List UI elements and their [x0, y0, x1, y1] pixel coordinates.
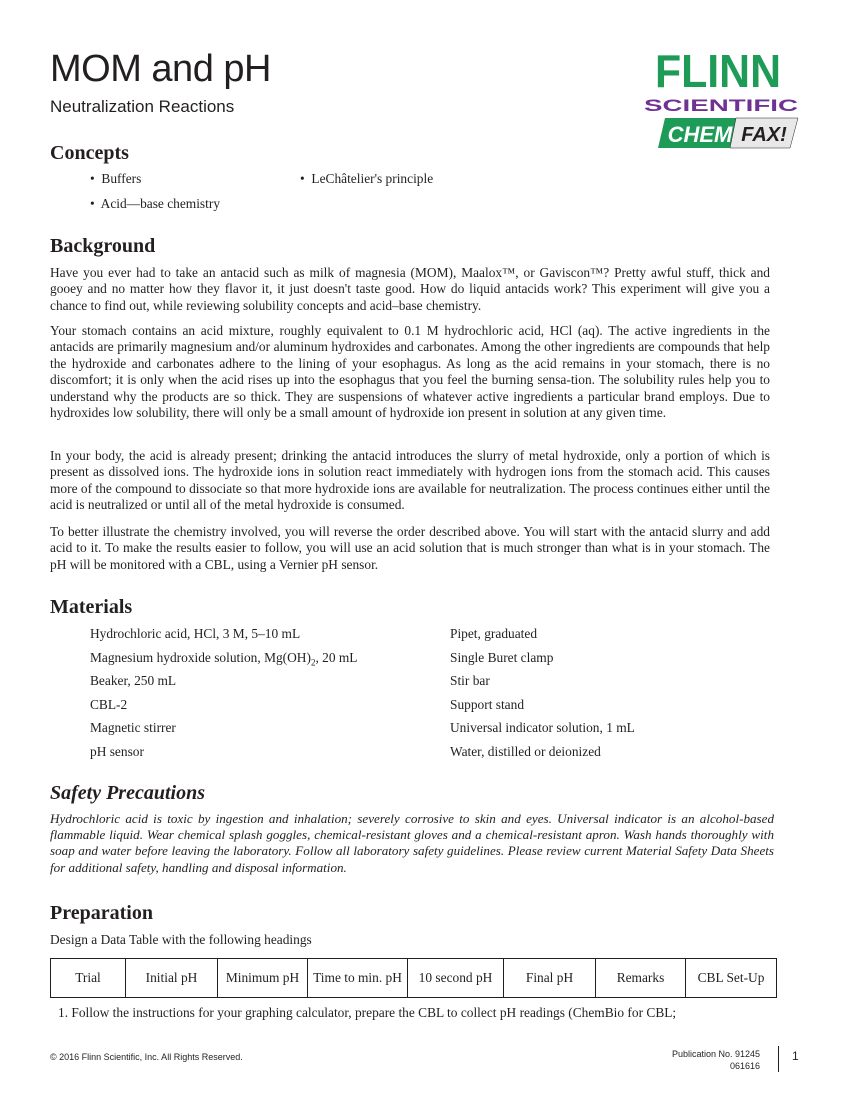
material-item: Water, distilled or deionized — [450, 744, 601, 759]
preparation-heading: Preparation — [50, 902, 153, 924]
page-title: MOM and pH — [50, 48, 271, 90]
footer-divider — [778, 1046, 779, 1072]
material-item: CBL-2 — [90, 697, 128, 712]
page-subtitle: Neutralization Reactions — [50, 97, 235, 116]
material-item: Beaker, 250 mL — [90, 673, 177, 688]
materials-heading: Materials — [50, 596, 133, 618]
material-item: Pipet, graduated — [450, 626, 538, 641]
preparation-step-1: 1. Follow the instructions for your graphing calculator, prepare the CBL to collect pH readings (ChemBio for CBL; — [58, 1005, 677, 1020]
logo-flinn: FLINN — [655, 50, 781, 97]
background-paragraph-2: Your stomach contains an acid mixture, roughly equivalent to 0.1 M hydrochloric acid, HCl (aq). The active ingredients in the antacids are primarily magnesium and/or aluminum hydroxides and carbonates. Among the other ingredients are compounds that help the hydroxide and carbonates adhere to the lining of your esophagus. As long as the acid remains in your stomach, there is no discomfort; it is only when the acid rises up into the esophagus that you feel the burning sensa-tion. The solubility rules help you to understand why the products are so thick. They are suspensions of whatever active ingredients a particular brand employs. Due to hydroxides low solubility, there will only be a small amount of hydroxide ion present in solution at any given time. — [50, 323, 770, 421]
table-header-cell: Trial — [51, 959, 126, 998]
logo-fax: FAX! — [741, 124, 787, 146]
material-item: Hydrochloric acid, HCl, 3 M, 5–10 mL — [90, 626, 301, 641]
table-header-cell: 10 second pH — [408, 959, 504, 998]
concept-item: • Acid—base chemistry — [90, 196, 221, 211]
table-header-cell: CBL Set-Up — [686, 959, 777, 998]
safety-text: Hydrochloric acid is toxic by ingestion and inhalation; severely corrosive to skin and eyes. Universal indicator is an alcohol-based flammable liquid. Wear chemical splash goggles, chemical-resistant gloves and a chemical-resistant apron. Wash hands thoroughly with soap and water before leaving the laboratory. Follow all laboratory safety guidelines. Please review current Material Safety Data Sheets for additional safety, handling and disposal information. — [50, 811, 774, 875]
material-item: Single Buret clamp — [450, 650, 554, 665]
material-item: Support stand — [450, 697, 525, 712]
material-item: Stir bar — [450, 673, 490, 688]
concept-item: • Buffers — [90, 171, 142, 186]
flinn-chemfax-logo — [640, 50, 800, 152]
preparation-intro: Design a Data Table with the following headings — [50, 932, 312, 947]
material-item: Magnesium hydroxide solution, $Mg(OH)_2$, 20 mL — [90, 650, 358, 668]
footer-publication: Publication No. 91245 — [671, 1049, 760, 1059]
footer-copyright: © 2016 Flinn Scientific, Inc. All Rights Reserved. — [50, 1052, 243, 1062]
concept-item: • LeChâtelier's principle — [300, 171, 434, 186]
logo-scientific: SCIENTIFIC — [644, 96, 798, 115]
table-header-cell: Time to min. pH — [308, 959, 408, 998]
material-item: Universal indicator solution, 1 mL — [450, 720, 635, 735]
material-item: pH sensor — [90, 744, 144, 759]
concepts-heading: Concepts — [50, 142, 129, 164]
table-header-cell: Final pH — [504, 959, 596, 998]
footer-code: 061616 — [729, 1061, 760, 1071]
background-paragraph-3: In your body, the acid is already present; drinking the antacid introduces the slurry of metal hydroxide, only a portion of which is present as dissolved ions. The hydroxide ions in solution react immediately with hydrogen ions from the stomach acid. This causes more of the compound to dissociate so that more hydroxide ions are available for neutralization. The process continues either until the acid is neutralized or until all of the metal hydroxide is consumed. — [50, 448, 770, 513]
material-item: Magnetic stirrer — [90, 720, 176, 735]
background-paragraph-1: Have you ever had to take an antacid such as milk of magnesia (MOM), Maalox™, or Gaviscon™? Pretty awful stuff, thick and gooey and no matter how they flavor it, it just doesn't taste good. How do liquid antacids work? This experiment will give you a chance to find out, while reviewing solubility concepts and acid–base chemistry. — [50, 265, 770, 313]
table-header-cell: Minimum pH — [218, 959, 308, 998]
page-number: 1 — [792, 1049, 799, 1063]
background-heading: Background — [50, 235, 156, 257]
background-paragraph-4: To better illustrate the chemistry involved, you will reverse the order described above. You will start with the antacid slurry and add acid to it. To make the results easier to follow, you will use an acid solution that is much stronger than what is in your stomach. The pH will be monitored with a CBL, using a Vernier pH sensor. — [50, 524, 770, 572]
logo-chem: CHEM — [667, 122, 733, 147]
table-header-cell: Initial pH — [126, 959, 218, 998]
data-table-headings — [50, 958, 777, 998]
safety-heading: Safety Precautions — [50, 782, 205, 804]
table-header-cell: Remarks — [596, 959, 686, 998]
